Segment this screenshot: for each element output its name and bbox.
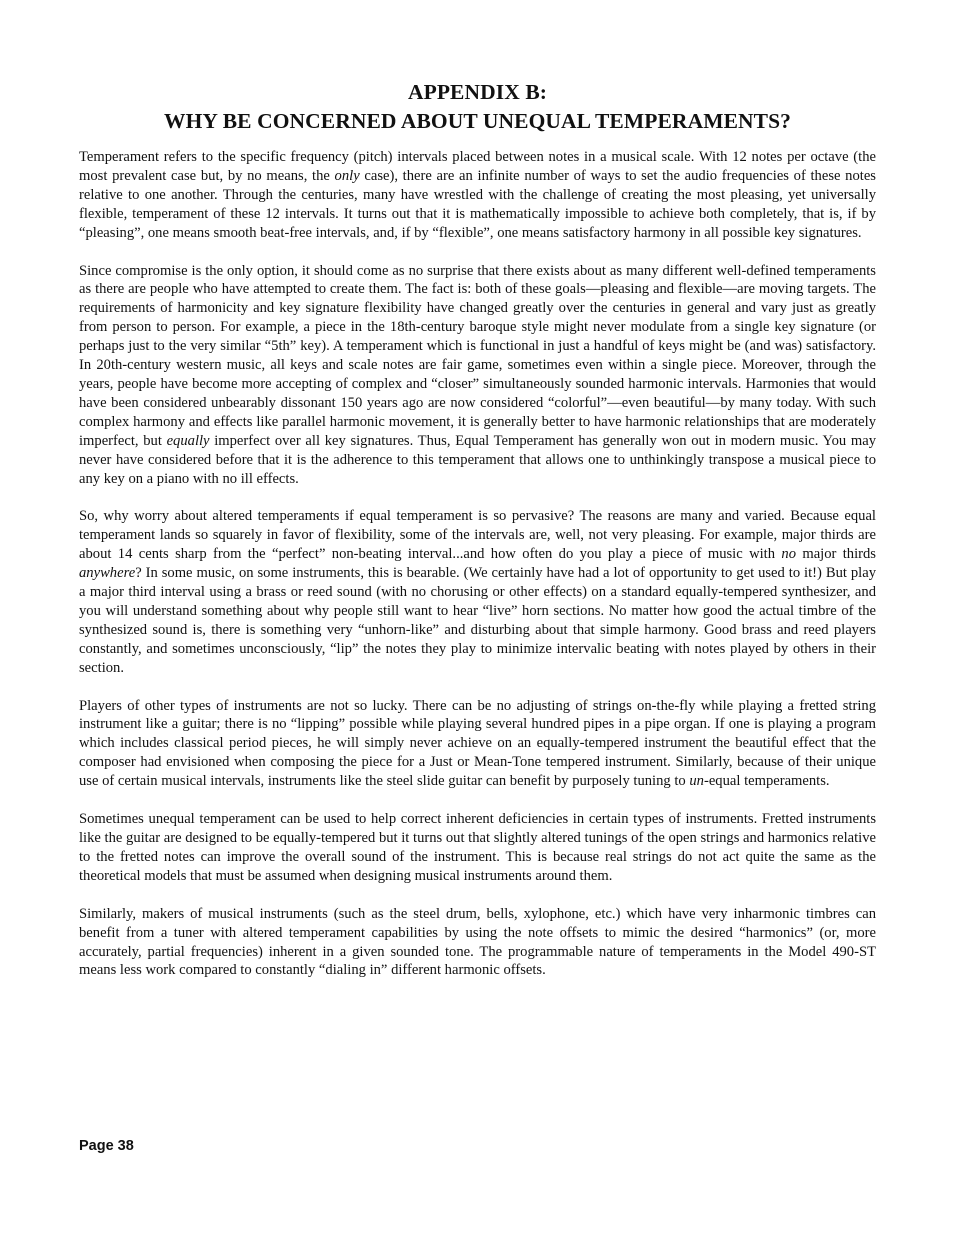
paragraph-1 (79, 148, 876, 243)
paragraph-6: Similarly, makers of musical instruments (such as the steel drum, bells, xylophone, etc.) which have very inharmonic timbres can benefit from a tuner with altered temperament capabilities by using the note offsets to mimic the desired “harmonics” (or, more accurately, partial frequencies) inherent in a given sounded tone. The programmable nature of temperaments in the Model 490-ST means less work compared to constantly “dialing in” different harmonic offsets. (79, 905, 876, 979)
paragraph-3-text-e: ? In some music, on some instruments, this is bearable. (We certainly have had a lot of opportunity to get used to it!) But play a major third interval using a brass or reed sound (with no chorusing or other effects) on a standard equally-tempered synthesizer, and you will understand something about why people still want to hear “live” horn sections. No matter how good the actual timbre of the synthesized sound is, there is something very “unhorn-like” and disturbing about that simple harmony. Good brass and reed players constantly, and sometimes unconsciously, “lip” the notes they play to minimize intervalic beating with notes played by others in their section. (79, 565, 876, 676)
paragraph-4-emphasis: un (689, 773, 704, 790)
paragraph-3-emphasis-no: no (781, 546, 796, 563)
paragraph-4-text-c: -equal temperaments. (703, 773, 830, 790)
page-number: Page 38 (79, 1138, 134, 1154)
paragraph-2-text-a: Since compromise is the only option, it should come as no surprise that there exists about as many different well-defined temperaments as there are people who have attempted to create them. The fact is: both of these goals—pleasing and flexible—are moving targets. The requirements of harmonicity and key signature flexibility have changed greatly over the centuries in general and vary just as greatly from person to person. For example, a piece in the 18th-century baroque style might never modulate from a single key signature (or perhaps just to the very similar “5th” key). A temperament which is functional in just a handful of keys might be (and was) satisfactory. In 20th-century western music, all keys and scale notes are fair game, sometimes even within a single piece. Moreover, through the years, people have become more accepting of complex and “closer” simultaneously sounded harmonic intervals. Harmonies that would have been considered unbearably dissonant 150 years ago are now considered “colorful”—even beautiful—by many today. With such complex harmony and effects like parallel harmonic movement, it is generally better to have harmonic relationships that are moderately imperfect, but (79, 262, 876, 449)
paragraph-5: Sometimes unequal temperament can be used to help correct inherent deficiencies in certain types of instruments. Fretted instruments like the guitar are designed to be equally-tempered but it turns out that slightly altered tunings of the open strings and harmonics relative to the fretted notes can improve the overall sound of the instrument. This is because real strings do not act quite the same as the theoretical models that must be assumed when designing musical instruments around them. (79, 811, 876, 884)
paragraph-1-emphasis: only (334, 167, 360, 184)
page-title (79, 78, 876, 136)
page-content (79, 78, 876, 999)
paragraph-4-text-a: Players of other types of instruments are not so lucky. There can be no adjusting of strings on-the-fly while playing a fretted string instrument like a guitar; there is no “lipping” possible while playing several hundred pipes in a pipe organ. If one is playing a program which includes classical period pieces, he will simply never achieve on an equally-tempered instrument the beautiful effect that the composer had envisioned when composing the piece for a Just or Mean-Tone tempered instrument. Similarly, because of their unique use of certain musical intervals, instruments like the steel slide guitar can benefit by purposely tuning to (79, 697, 876, 790)
title-line-1: APPENDIX B: (407, 80, 548, 104)
paragraph-2-emphasis: equally (166, 432, 210, 449)
title-line-2: WHY BE CONCERNED ABOUT UNEQUAL TEMPERAMENTS? (164, 109, 791, 133)
paragraph-4 (79, 697, 876, 792)
paragraph-3-text-a: So, why worry about altered temperaments if equal temperament is so pervasive? The reasons are many and varied. Because equal temperament lands so squarely in favor of flexibility, some of the intervals are, well, not very pleasing. For example, major thirds are about 14 cents sharp from the “perfect” non-beating interval...and how often do you play a piece of music with (79, 508, 876, 563)
paragraph-2 (79, 262, 876, 489)
paragraph-3 (79, 507, 876, 677)
paragraph-2-text-c: imperfect over all key signatures. Thus, Equal Temperament has generally won out in modern music. You may never have considered before that it is the adherence to this temperament that allows one to unthinkingly transpose a musical piece to any key on a piano with no ill effects. (79, 432, 876, 487)
paragraph-3-text-c: major thirds (795, 546, 876, 563)
paragraph-3-emphasis-anywhere: anywhere (79, 565, 136, 582)
paragraph-1-text-a: Temperament refers to the specific frequency (pitch) intervals placed between notes in a musical scale. With 12 notes per octave (the most prevalent case but, by no means, the (79, 149, 876, 184)
paragraph-1-text-c: case), there are an infinite number of ways to set the audio frequencies of these notes relative to one another. Through the centuries, many have wrestled with the challenge of creating the most pleasing, yet universally flexible, temperament of these 12 intervals. It turns out that it is mathematically impossible to achieve both completely, that is, if by “pleasing”, one means smooth beat-free intervals, and, if by “flexible”, one means satisfactory harmony in all possible key signatures. (79, 167, 876, 241)
